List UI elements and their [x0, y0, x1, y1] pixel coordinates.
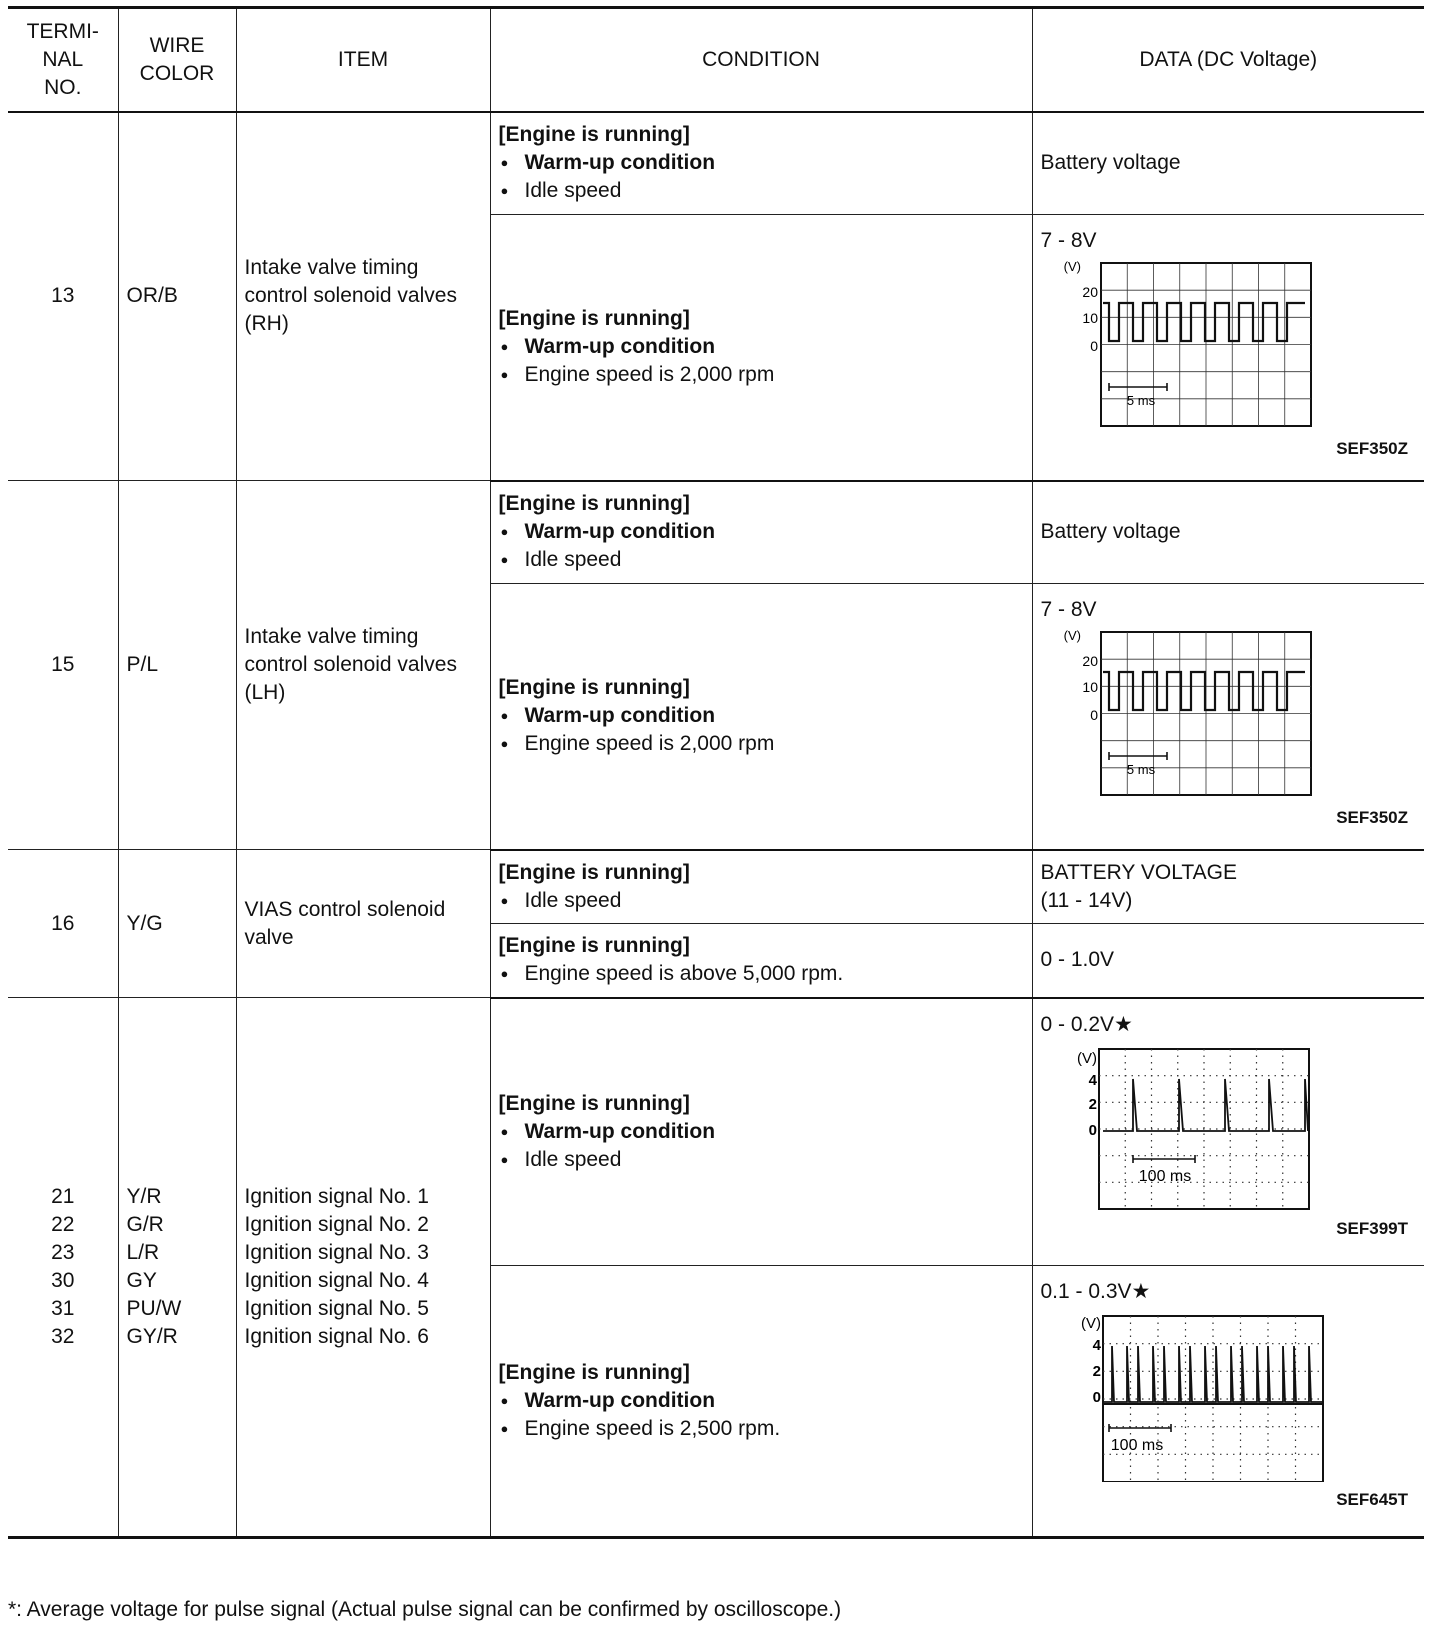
square-wave-trace — [1103, 672, 1305, 710]
table-row — [8, 998, 1424, 1266]
terminal-data-sheet — [8, 6, 1424, 1596]
terminal-number: 23 — [51, 1241, 75, 1264]
scope-time-label: 5 ms — [1126, 393, 1155, 408]
scope-unit: (V) — [1080, 1315, 1101, 1332]
data-value: 7 - 8V — [1040, 229, 1097, 252]
scope-unit: (V) — [1076, 1049, 1097, 1067]
table-row — [8, 481, 1424, 584]
data-cell — [1032, 998, 1424, 1266]
figure-code: SEF399T — [1336, 1218, 1408, 1238]
scope-time-label: 100 ms — [1110, 1437, 1163, 1454]
item-name: Ignition signal No. 2 — [244, 1213, 429, 1236]
table-row — [8, 112, 1424, 215]
condition-bullet: ● Idle speed — [499, 546, 1032, 574]
item-name: Ignition signal No. 6 — [244, 1325, 429, 1348]
terminal-number: 32 — [51, 1325, 75, 1348]
oscilloscope-waveform — [1041, 1306, 1425, 1514]
scope-time-label: 100 ms — [1138, 1167, 1191, 1185]
wire-color: Y/R — [126, 1185, 162, 1208]
time-scale-bar — [1109, 752, 1167, 760]
condition-cell — [490, 1266, 1032, 1538]
scope-tick: 0 — [1089, 707, 1098, 723]
pulse-trace — [1103, 1079, 1308, 1131]
oscilloscope-waveform — [1041, 255, 1425, 463]
wire-color: G/R — [126, 1213, 164, 1236]
figure-code: SEF350Z — [1336, 808, 1408, 827]
condition-bullet: ● Engine speed is above 5,000 rpm. — [499, 960, 1032, 988]
square-wave-plot — [1041, 255, 1421, 431]
pulse-plot — [1041, 1306, 1421, 1482]
condition-cell — [490, 584, 1032, 850]
condition-bullet: ● Engine speed is 2,500 rpm. — [499, 1415, 1032, 1443]
ecm-terminal-table — [8, 6, 1424, 1539]
scope-tick: 0 — [1089, 338, 1098, 354]
data-cell — [1032, 584, 1424, 850]
condition-heading: [Engine is running] — [498, 860, 690, 884]
header-terminal-line: TERMI- — [26, 19, 99, 43]
item-name: Ignition signal No. 5 — [244, 1297, 429, 1320]
condition-bullet: ● Warm-up condition — [499, 518, 1032, 546]
data-value: 0 - 1.0V — [1032, 924, 1424, 998]
condition-cell — [490, 998, 1032, 1266]
square-wave-plot — [1041, 624, 1421, 800]
data-value: (11 - 14V) — [1040, 888, 1133, 912]
terminal-number: 22 — [51, 1213, 75, 1236]
header-terminal-line: NAL — [42, 47, 84, 71]
condition-bullet: ● Warm-up condition — [499, 333, 1032, 361]
header-data: DATA (DC Voltage) — [1032, 8, 1424, 112]
data-value: 0 - 0.2V★ — [1040, 1012, 1133, 1036]
scope-tick: 10 — [1081, 679, 1098, 695]
condition-cell — [490, 215, 1032, 481]
scope-tick: 4 — [1088, 1071, 1097, 1089]
wire-color: OR/B — [118, 112, 236, 481]
scope-grid — [1099, 1049, 1309, 1209]
condition-heading: [Engine is running] — [498, 307, 690, 331]
terminal-number: 31 — [51, 1297, 75, 1320]
scope-tick: 20 — [1081, 653, 1098, 669]
condition-heading: [Engine is running] — [498, 492, 690, 516]
header-condition: CONDITION — [490, 8, 1032, 112]
scope-tick: 0 — [1092, 1389, 1101, 1406]
condition-cell — [490, 112, 1032, 215]
terminal-number: 13 — [8, 112, 118, 481]
condition-bullet: ● Warm-up condition — [499, 1118, 1032, 1146]
terminal-number: 30 — [51, 1269, 75, 1292]
item-name: Intake valve timing control solenoid valves (LH) — [236, 481, 490, 850]
item-name: Intake valve timing control solenoid valves (RH) — [236, 112, 490, 481]
scope-unit: (V) — [1063, 628, 1081, 643]
time-scale-bar — [1109, 383, 1167, 391]
terminal-number: 21 — [51, 1185, 75, 1208]
condition-heading: [Engine is running] — [498, 1091, 690, 1115]
time-scale-bar — [1109, 1424, 1171, 1432]
wire-color: GY — [126, 1269, 157, 1292]
condition-cell — [490, 924, 1032, 998]
oscilloscope-waveform — [1041, 624, 1425, 832]
wire-color: GY/R — [126, 1325, 178, 1348]
condition-cell — [490, 850, 1032, 924]
condition-bullet: ● Warm-up condition — [499, 702, 1032, 730]
scope-grid — [1103, 1316, 1323, 1482]
oscilloscope-waveform — [1041, 1039, 1425, 1243]
wire-color: PU/W — [126, 1297, 182, 1320]
scope-tick: 20 — [1081, 284, 1098, 300]
condition-bullet: ● Engine speed is 2,000 rpm — [499, 730, 1032, 758]
scope-tick: 0 — [1088, 1121, 1097, 1139]
wire-color: Y/G — [118, 850, 236, 998]
wire-color: L/R — [126, 1241, 160, 1264]
pulse-plot — [1041, 1039, 1421, 1211]
condition-heading: [Engine is running] — [498, 934, 690, 958]
figure-code: SEF645T — [1336, 1490, 1408, 1509]
condition-cell — [490, 481, 1032, 584]
condition-bullet: ● Warm-up condition — [499, 1387, 1032, 1415]
item-name-list — [236, 998, 490, 1538]
wire-color-list — [118, 998, 236, 1538]
data-cell — [1032, 850, 1424, 924]
figure-code: SEF350Z — [1336, 439, 1408, 458]
header-wire-color — [118, 8, 236, 112]
condition-bullet: ● Idle speed — [499, 887, 1032, 915]
data-value: 0.1 - 0.3V★ — [1040, 1280, 1151, 1303]
condition-bullet: ● Engine speed is 2,000 rpm — [499, 361, 1032, 389]
terminal-number-list — [8, 998, 118, 1538]
pulse-trace — [1103, 1346, 1323, 1402]
data-value: Battery voltage — [1032, 112, 1424, 215]
condition-heading: [Engine is running] — [498, 123, 690, 147]
item-name: Ignition signal No. 4 — [244, 1269, 429, 1292]
footnote: *: Average voltage for pulse signal (Actual pulse signal can be confirmed by oscilloscope.) — [8, 1598, 842, 1621]
scope-unit: (V) — [1063, 259, 1081, 274]
scope-tick: 10 — [1081, 310, 1098, 326]
item-name: VIAS control solenoid valve — [236, 850, 490, 998]
wire-color: P/L — [118, 481, 236, 850]
condition-heading: [Engine is running] — [498, 676, 690, 700]
table-row — [8, 850, 1424, 924]
condition-bullet: ● Idle speed — [499, 1146, 1032, 1174]
scope-time-label: 5 ms — [1126, 762, 1155, 777]
scope-tick: 4 — [1092, 1337, 1101, 1354]
scope-tick: 2 — [1092, 1363, 1101, 1380]
condition-heading: [Engine is running] — [498, 1361, 690, 1384]
square-wave-trace — [1103, 303, 1305, 341]
condition-bullet: ● Idle speed — [499, 177, 1032, 205]
scope-tick: 2 — [1088, 1095, 1097, 1113]
data-cell — [1032, 215, 1424, 481]
item-name: Ignition signal No. 1 — [244, 1185, 429, 1208]
data-value: Battery voltage — [1032, 481, 1424, 584]
terminal-number: 15 — [8, 481, 118, 850]
header-item: ITEM — [236, 8, 490, 112]
header-terminal-line: NO. — [44, 75, 82, 99]
header-wire-line: WIRE — [149, 33, 205, 57]
condition-bullet: ● Warm-up condition — [499, 149, 1032, 177]
data-value: BATTERY VOLTAGE — [1040, 860, 1237, 884]
data-value: 7 - 8V — [1040, 598, 1097, 621]
header-row — [8, 8, 1424, 112]
header-terminal — [8, 8, 118, 112]
item-name: Ignition signal No. 3 — [244, 1241, 429, 1264]
data-cell — [1032, 1266, 1424, 1538]
terminal-number: 16 — [8, 850, 118, 998]
header-wire-line: COLOR — [139, 61, 215, 85]
